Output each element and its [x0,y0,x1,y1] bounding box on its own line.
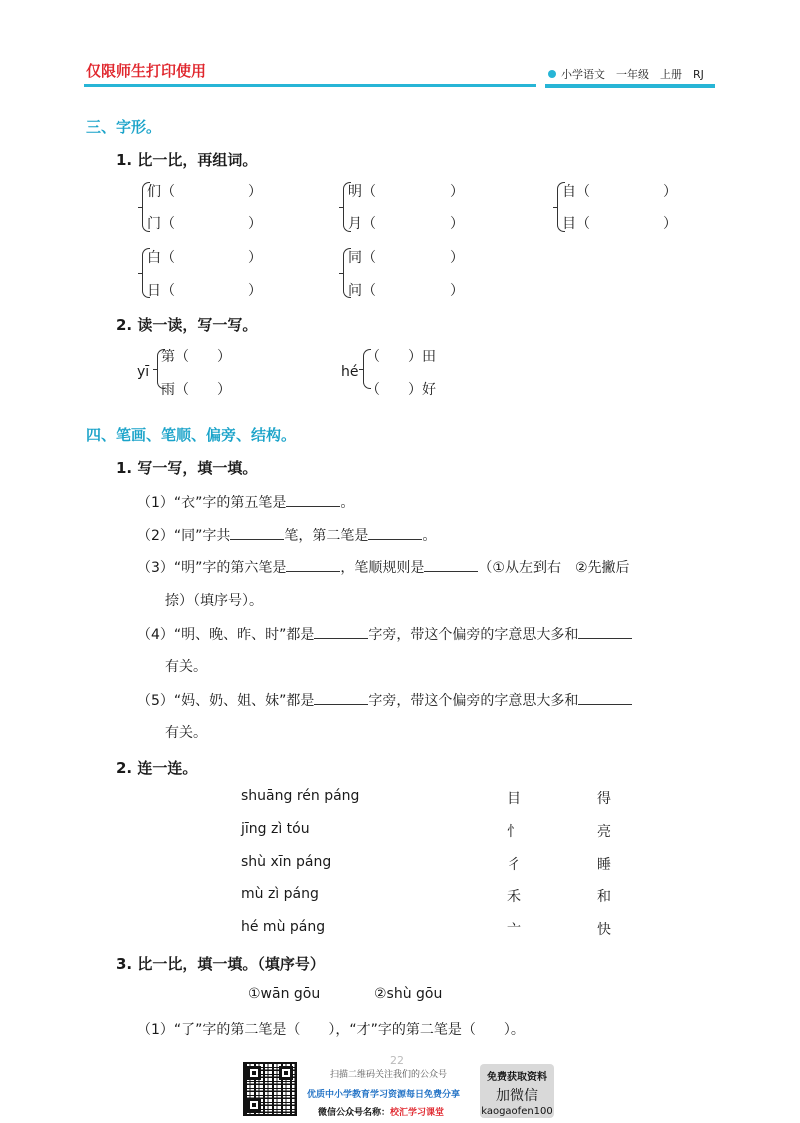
he-item-2: （ ）好 [366,382,436,398]
yi-item-1: 第（ ） [161,349,231,365]
match-char: 快 [597,922,611,938]
s4-q1-title: 1. 写一写，填一填。 [116,459,258,477]
he-item-1: （ ）田 [366,349,436,365]
s4-q1-item-3-cont: 捺）（填序号）。 [165,593,263,609]
paren-close: ） [663,184,677,200]
option-2: ②shù gōu [374,986,443,1002]
footer-account-text: 微信公众号名称：校汇学习课堂 [318,1108,445,1118]
paren-close: ） [450,216,464,232]
answer-blank[interactable] [314,623,368,639]
s4-q1-item-1: （1）“衣”字的第五笔是 。 [137,491,354,512]
paren-close: ） [450,184,464,200]
match-pinyin: shuāng rén páng [241,788,360,804]
paren-close: ） [248,216,262,232]
header-bullet-icon [548,70,556,78]
header-title: 仅限师生打印使用 [86,62,207,80]
match-char: 得 [597,791,611,807]
match-pinyin: shù xīn páng [241,854,332,870]
s4-q3-item-1: （1）“了”字的第二笔是（ ），“才”字的第二笔是（ ）。 [137,1022,525,1038]
badge-line-1: 免费获取资料 [487,1072,547,1083]
footer-promo-text: 优质中小学教育学习资源每日免费分享 [307,1090,461,1100]
match-pinyin: jīng zì tóu [241,821,310,837]
match-radical: 彳 [507,857,521,873]
yi-item-2: 雨（ ） [161,382,231,398]
answer-blank[interactable] [286,556,340,572]
header-subject: 小学语文 一年级 上册 RJ [561,68,704,81]
footer-scan-text: 扫描二维码关注我们的公众号 [330,1070,448,1080]
answer-blank[interactable] [230,524,284,540]
match-radical: 目 [507,791,521,807]
page-number: 22 [390,1054,404,1067]
s4-q3-title: 3. 比一比，填一填。（填序号） [116,955,325,973]
paren-close: ） [450,250,464,266]
match-pinyin: hé mù páng [241,919,326,935]
s4-q1-item-4-cont: 有关。 [165,659,207,675]
pinyin-yi: yī [137,364,150,380]
wechat-badge [480,1064,554,1118]
answer-blank[interactable] [424,556,478,572]
paren-close: ） [450,283,464,299]
section-4-title: 四、笔画、笔顺、偏旁、结构。 [86,426,297,444]
paren-close: ） [663,216,677,232]
badge-line-3: kaogaofen100 [481,1106,553,1117]
pair-4-bottom: 日（ [147,283,175,299]
answer-blank[interactable] [578,623,632,639]
paren-close: ） [248,184,262,200]
paren-close: ） [248,283,262,299]
s4-q1-item-2: （2）“同”字共 笔，第二笔是 。 [137,524,436,545]
match-char: 睡 [597,857,611,873]
match-radical: 禾 [507,889,521,905]
section-3-title: 三、字形。 [86,118,162,136]
answer-blank[interactable] [314,689,368,705]
pair-1-top: 们（ [147,184,175,200]
pinyin-he: hé [341,364,359,380]
s4-q2-title: 2. 连一连。 [116,759,198,777]
match-char: 亮 [597,824,611,840]
s4-q1-item-5-cont: 有关。 [165,725,207,741]
qr-code-icon [243,1062,297,1116]
answer-blank[interactable] [578,689,632,705]
s4-q1-item-3: （3）“明”字的第六笔是 ，笔顺规则是 （①从左到右 ②先撇后 [137,556,630,577]
match-radical: 忄 [507,824,521,840]
pair-3-bottom: 目（ [562,216,590,232]
s3-q2-title: 2. 读一读，写一写。 [116,316,258,334]
pair-1-bottom: 门（ [147,216,175,232]
pair-3-top: 自（ [562,184,590,200]
s4-q1-item-5: （5）“妈、奶、姐、妹”都是 字旁，带这个偏旁的字意思大多和 [137,689,632,710]
header-rule-right [545,84,715,88]
option-1: ①wān gōu [248,986,321,1002]
pair-5-bottom: 问（ [348,283,376,299]
pair-5-top: 同（ [348,250,376,266]
s3-q1-title: 1. 比一比，再组词。 [116,151,258,169]
pair-2-top: 明（ [348,184,376,200]
match-pinyin: mù zì páng [241,886,319,902]
pair-2-bottom: 月（ [348,216,376,232]
answer-blank[interactable] [286,491,340,507]
match-radical: 亠 [507,922,521,938]
header-rule-left [84,84,536,87]
match-char: 和 [597,889,611,905]
badge-line-2: 加微信 [496,1088,538,1104]
answer-blank[interactable] [368,524,422,540]
pair-4-top: 白（ [147,250,175,266]
paren-close: ） [248,250,262,266]
s4-q1-item-4: （4）“明、晚、昨、时”都是 字旁，带这个偏旁的字意思大多和 [137,623,632,644]
